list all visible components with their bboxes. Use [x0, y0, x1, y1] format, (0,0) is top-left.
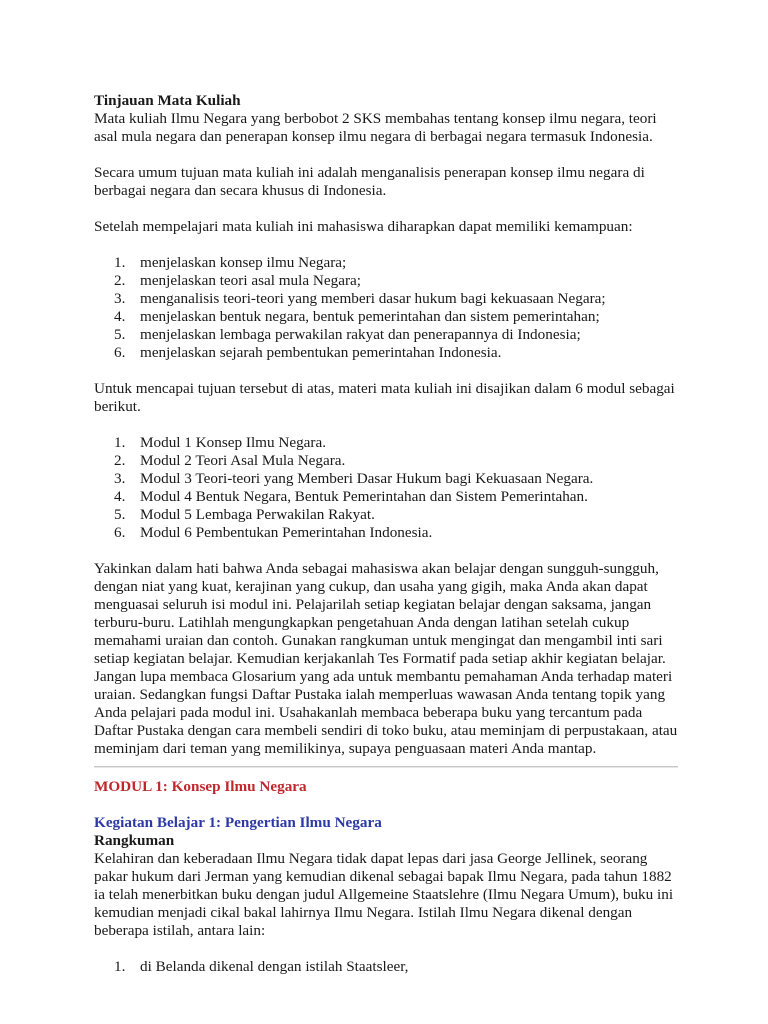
summary-paragraph: Kelahiran dan keberadaan Ilmu Negara tidak dapat lepas dari jasa George Jellinek, seorang pakar hukum dari Jerman yang kemudian dikenal sebagai bapak Ilmu Negara, pada tahun 1882 ia telah menerbitkan buku dengan judul Allgemeine Staatslehre (Ilmu Negara Umum), buku ini kemudian menjadi cikal bakal lahirnya Ilmu Negara. Istilah Ilmu Negara dikenal dengan beberapa istilah, antara lain: [94, 850, 674, 939]
module-title: MODUL 1: Konsep Ilmu Negara [94, 778, 307, 795]
list-item: 3. menganalisis teori-teori yang memberi dasar hukum bagi kekuasaan Negara; [114, 290, 606, 307]
modules-list [94, 434, 684, 542]
goal-paragraph: Secara umum tujuan mata kuliah ini adalah menganalisis penerapan konsep ilmu negara di berbagai negara dan secara khusus di Indonesia. [94, 164, 645, 199]
section-heading: Tinjauan Mata Kuliah [94, 92, 241, 109]
list-item: 5. menjelaskan lembaga perwakilan rakyat dan penerapannya di Indonesia; [114, 326, 581, 343]
list-item: 6. menjelaskan sejarah pembentukan pemerintahan Indonesia. [114, 344, 502, 361]
modules-intro: Untuk mencapai tujuan tersebut di atas, materi mata kuliah ini disajikan dalam 6 modul sebagai berikut. [94, 380, 675, 415]
document-page [94, 92, 684, 976]
list-item: 1. di Belanda dikenal dengan istilah Staatsleer, [114, 958, 409, 975]
list-item: 6. Modul 6 Pembentukan Pemerintahan Indonesia. [114, 524, 433, 541]
abilities-list [94, 254, 684, 362]
abilities-intro: Setelah mempelajari mata kuliah ini mahasiswa diharapkan dapat memiliki kemampuan: [94, 218, 633, 235]
list-item: 2. menjelaskan teori asal mula Negara; [114, 272, 361, 289]
advice-paragraph: Yakinkan dalam hati bahwa Anda sebagai mahasiswa akan belajar dengan sungguh-sungguh, dengan niat yang kuat, kerajinan yang cukup, dan usaha yang gigih, maka Anda akan dapat menguasai seluruh isi modul ini. Pelajarilah setiap kegiatan belajar dengan saksama, jangan terburu-buru. Latihlah mengungkapkan pengetahuan Anda dengan latihan setelah cukup memahami uraian dan contoh. Gunakan rangkuman untuk mengingat dan mengambil inti sari setiap kegiatan belajar. Kemudian kerjakanlah Tes Formatif pada setiap akhir kegiatan belajar. Jangan lupa membaca Glosarium yang ada untuk membantu pemahaman Anda terhadap materi uraian. Sedangkan fungsi Daftar Pustaka ialah memperluas wawasan Anda tentang topik yang Anda pelajari pada modul ini. Usahakanlah membaca beberapa buku yang tercantum pada Daftar Pustaka dengan cara membeli sendiri di toko buku, atau meminjam di perpustakaan, atau meminjam dari teman yang memilikinya, supaya penguasaan materi Anda mantap. [94, 560, 678, 757]
learning-activity-title: Kegiatan Belajar 1: Pengertian Ilmu Negara [94, 814, 382, 831]
intro-paragraph: Mata kuliah Ilmu Negara yang berbobot 2 SKS membahas tentang konsep ilmu negara, teori asal mula negara dan penerapan konsep ilmu negara di berbagai negara termasuk Indonesia. [94, 110, 657, 145]
list-item: 5. Modul 5 Lembaga Perwakilan Rakyat. [114, 506, 375, 523]
terms-list [94, 958, 684, 976]
list-item: 2. Modul 2 Teori Asal Mula Negara. [114, 452, 346, 469]
list-item: 1. Modul 1 Konsep Ilmu Negara. [114, 434, 327, 451]
list-item: 4. Modul 4 Bentuk Negara, Bentuk Pemerintahan dan Sistem Pemerintahan. [114, 488, 588, 505]
list-item: 1. menjelaskan konsep ilmu Negara; [114, 254, 347, 271]
summary-heading: Rangkuman [94, 832, 175, 849]
list-item: 3. Modul 3 Teori-teori yang Memberi Dasar Hukum bagi Kekuasaan Negara. [114, 470, 594, 487]
list-item: 4. menjelaskan bentuk negara, bentuk pemerintahan dan sistem pemerintahan; [114, 308, 600, 325]
